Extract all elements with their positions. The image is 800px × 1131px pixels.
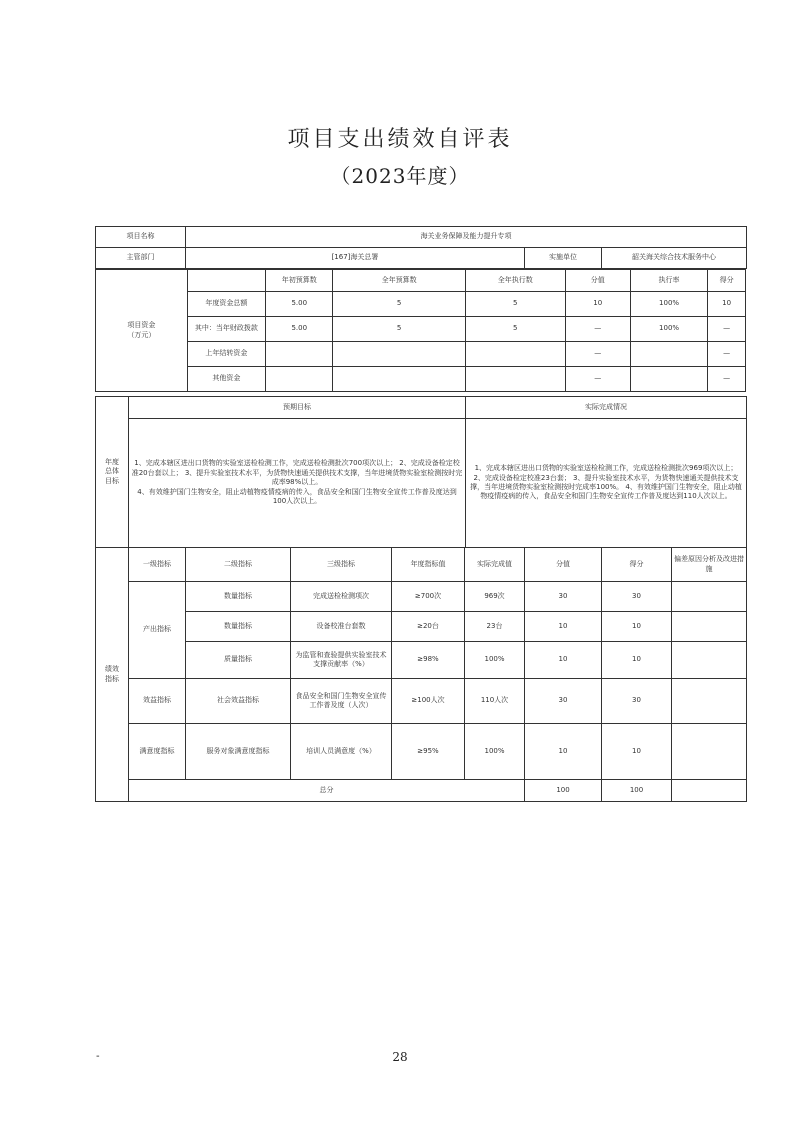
goals-header-row — [96, 397, 747, 419]
funds-row-full-year — [333, 367, 465, 392]
funds-row-score-value: 10 — [565, 292, 630, 317]
indicator-level2: 数量指标 — [186, 612, 291, 642]
indicator-value: 10 — [525, 612, 602, 642]
funds-col-full-year: 全年预算数 — [333, 270, 465, 292]
total-score: 100 — [602, 780, 672, 802]
goals-actual-text: 1、完成本辖区进出口货物的实验室送检检测工作，完成送检检测批次969项次以上； 2、完成设备检定校准23台套； 3、提升实验室技术水平，为货物快速通关提供技术支撑，当年进境货物实验室检测按时完成率100%。 4、有效维护国门生物安全，阻止动植物疫情疫病的传入，食品安全和国门生物安全宣传工作普及度达到110人次以上。 — [466, 419, 747, 548]
indicators-col-level2: 二级指标 — [186, 548, 291, 582]
funds-row — [96, 367, 746, 392]
indicator-reason — [672, 582, 747, 612]
goals-expected-text: 1、完成本辖区进出口货物的实验室送检检测工作，完成送检检测批次700项次以上； 2、完成设备检定校准20台套以上； 3、提升实验室技术水平，为货物快速通关提供技术支撑，当年进境货物实验室检测按时完成率98%以上。 4、有效维护国门生物安全，阻止动植物疫情疫病的传入，食品安全和国门生物安全宣传工作普及度达到100人次以上。 — [129, 419, 466, 548]
funds-col-executed: 全年执行数 — [465, 270, 565, 292]
funds-row-full-year — [333, 342, 465, 367]
satisfaction-indicator-label: 满意度指标 — [129, 724, 186, 780]
funds-row-score: 10 — [708, 292, 746, 317]
indicators-col-level3: 三级指标 — [291, 548, 392, 582]
funds-row-full-year: 5 — [333, 317, 465, 342]
funds-row — [96, 342, 746, 367]
indicator-score: 30 — [602, 679, 672, 724]
indicator-score: 10 — [602, 612, 672, 642]
funds-row-executed: 5 — [465, 317, 565, 342]
funds-row-score-value: — — [565, 342, 630, 367]
indicator-score: 10 — [602, 724, 672, 780]
indicator-level3: 设备校准台套数 — [291, 612, 392, 642]
funds-row-executed — [465, 342, 565, 367]
department-value: [167]海关总署 — [186, 248, 525, 269]
page-subtitle: （2023年度） — [330, 164, 470, 188]
indicator-target: ≥95% — [392, 724, 465, 780]
indicator-row — [96, 642, 747, 679]
indicator-row — [96, 679, 747, 724]
indicator-score: 10 — [602, 642, 672, 679]
indicator-score: 30 — [602, 582, 672, 612]
funds-row-score-value: — — [565, 367, 630, 392]
project-name-row — [96, 227, 747, 248]
funds-label: 项目资金 （万元） — [96, 270, 188, 392]
footer-dash: - — [96, 1051, 100, 1062]
funds-col-score: 得分 — [708, 270, 746, 292]
indicator-reason — [672, 724, 747, 780]
indicators-col-value: 分值 — [525, 548, 602, 582]
indicators-col-level1: 一级指标 — [129, 548, 186, 582]
indicator-level2: 社会效益指标 — [186, 679, 291, 724]
goals-content-row — [96, 419, 747, 548]
total-reason — [672, 780, 747, 802]
department-label: 主管部门 — [96, 248, 186, 269]
funds-row-rate — [630, 367, 707, 392]
funds-row-initial — [266, 367, 333, 392]
indicator-level3: 培训人员满意度（%） — [291, 724, 392, 780]
indicators-col-reason: 偏差原因分析及改进措施 — [672, 548, 747, 582]
indicator-value: 30 — [525, 679, 602, 724]
indicator-level2: 服务对象满意度指标 — [186, 724, 291, 780]
project-name-label: 项目名称 — [96, 227, 186, 248]
funds-row-score-value: — — [565, 317, 630, 342]
goals-label: 年度 总体 目标 — [96, 397, 129, 548]
indicator-level3: 完成送检检测项次 — [291, 582, 392, 612]
indicators-header-row — [96, 548, 747, 582]
total-label: 总分 — [129, 780, 525, 802]
funds-row-score: — — [708, 342, 746, 367]
funds-row — [96, 292, 746, 317]
funds-col-score-value: 分值 — [565, 270, 630, 292]
funds-row-full-year: 5 — [333, 292, 465, 317]
indicator-actual: 110人次 — [465, 679, 525, 724]
funds-row-executed: 5 — [465, 292, 565, 317]
indicators-col-actual: 实际完成值 — [465, 548, 525, 582]
funds-row-initial — [266, 342, 333, 367]
implementer-value: 韶关海关综合技术服务中心 — [602, 248, 747, 269]
funds-row — [96, 317, 746, 342]
indicator-row — [96, 612, 747, 642]
indicator-reason — [672, 679, 747, 724]
indicator-reason — [672, 642, 747, 679]
total-row — [96, 780, 747, 802]
project-name-value: 海关业务保障及能力提升专项 — [186, 227, 747, 248]
page-title: 项目支出绩效自评表 — [287, 127, 513, 152]
implementer-label: 实施单位 — [525, 248, 602, 269]
goals-actual-header: 实际完成情况 — [466, 397, 747, 419]
goals-expected-header: 预期目标 — [129, 397, 466, 419]
total-value: 100 — [525, 780, 602, 802]
page-number: 28 — [392, 1050, 408, 1064]
department-row — [96, 248, 747, 269]
funds-row-name: 年度资金总额 — [187, 292, 265, 317]
indicator-target: ≥700次 — [392, 582, 465, 612]
indicator-level3: 为监管和查验提供实验室技术支撑贡献率（%） — [291, 642, 392, 679]
funds-row-rate: 100% — [630, 317, 707, 342]
output-indicator-label: 产出指标 — [129, 582, 186, 679]
indicator-value: 10 — [525, 724, 602, 780]
evaluation-table — [95, 226, 747, 269]
funds-row-rate — [630, 342, 707, 367]
indicator-row — [96, 582, 747, 612]
funds-row-rate: 100% — [630, 292, 707, 317]
funds-row-score: — — [708, 367, 746, 392]
funds-row-name: 其中：当年财政拨款 — [187, 317, 265, 342]
indicator-target: ≥20台 — [392, 612, 465, 642]
indicators-col-score: 得分 — [602, 548, 672, 582]
indicator-target: ≥98% — [392, 642, 465, 679]
funds-header-row — [96, 270, 746, 292]
indicators-label: 绩效 指标 — [96, 548, 129, 802]
funds-row-name: 上年结转资金 — [187, 342, 265, 367]
indicator-target: ≥100人次 — [392, 679, 465, 724]
indicator-level2: 质量指标 — [186, 642, 291, 679]
funds-row-executed — [465, 367, 565, 392]
indicator-level2: 数量指标 — [186, 582, 291, 612]
indicator-actual: 23台 — [465, 612, 525, 642]
indicator-value: 30 — [525, 582, 602, 612]
indicator-value: 10 — [525, 642, 602, 679]
benefit-indicator-label: 效益指标 — [129, 679, 186, 724]
indicator-reason — [672, 612, 747, 642]
funds-col-initial: 年初预算数 — [266, 270, 333, 292]
indicator-actual: 969次 — [465, 582, 525, 612]
indicators-col-target: 年度指标值 — [392, 548, 465, 582]
indicators-table — [95, 547, 747, 802]
indicator-actual: 100% — [465, 642, 525, 679]
funds-blank-header — [187, 270, 265, 292]
indicator-actual: 100% — [465, 724, 525, 780]
goals-table — [95, 396, 747, 548]
evaluation-table-body — [95, 269, 746, 392]
funds-row-initial: 5.00 — [266, 317, 333, 342]
funds-row-name: 其他资金 — [187, 367, 265, 392]
funds-col-rate: 执行率 — [630, 270, 707, 292]
funds-row-initial: 5.00 — [266, 292, 333, 317]
indicator-level3: 食品安全和国门生物安全宣传工作普及度（人次） — [291, 679, 392, 724]
indicator-row — [96, 724, 747, 780]
funds-row-score: — — [708, 317, 746, 342]
